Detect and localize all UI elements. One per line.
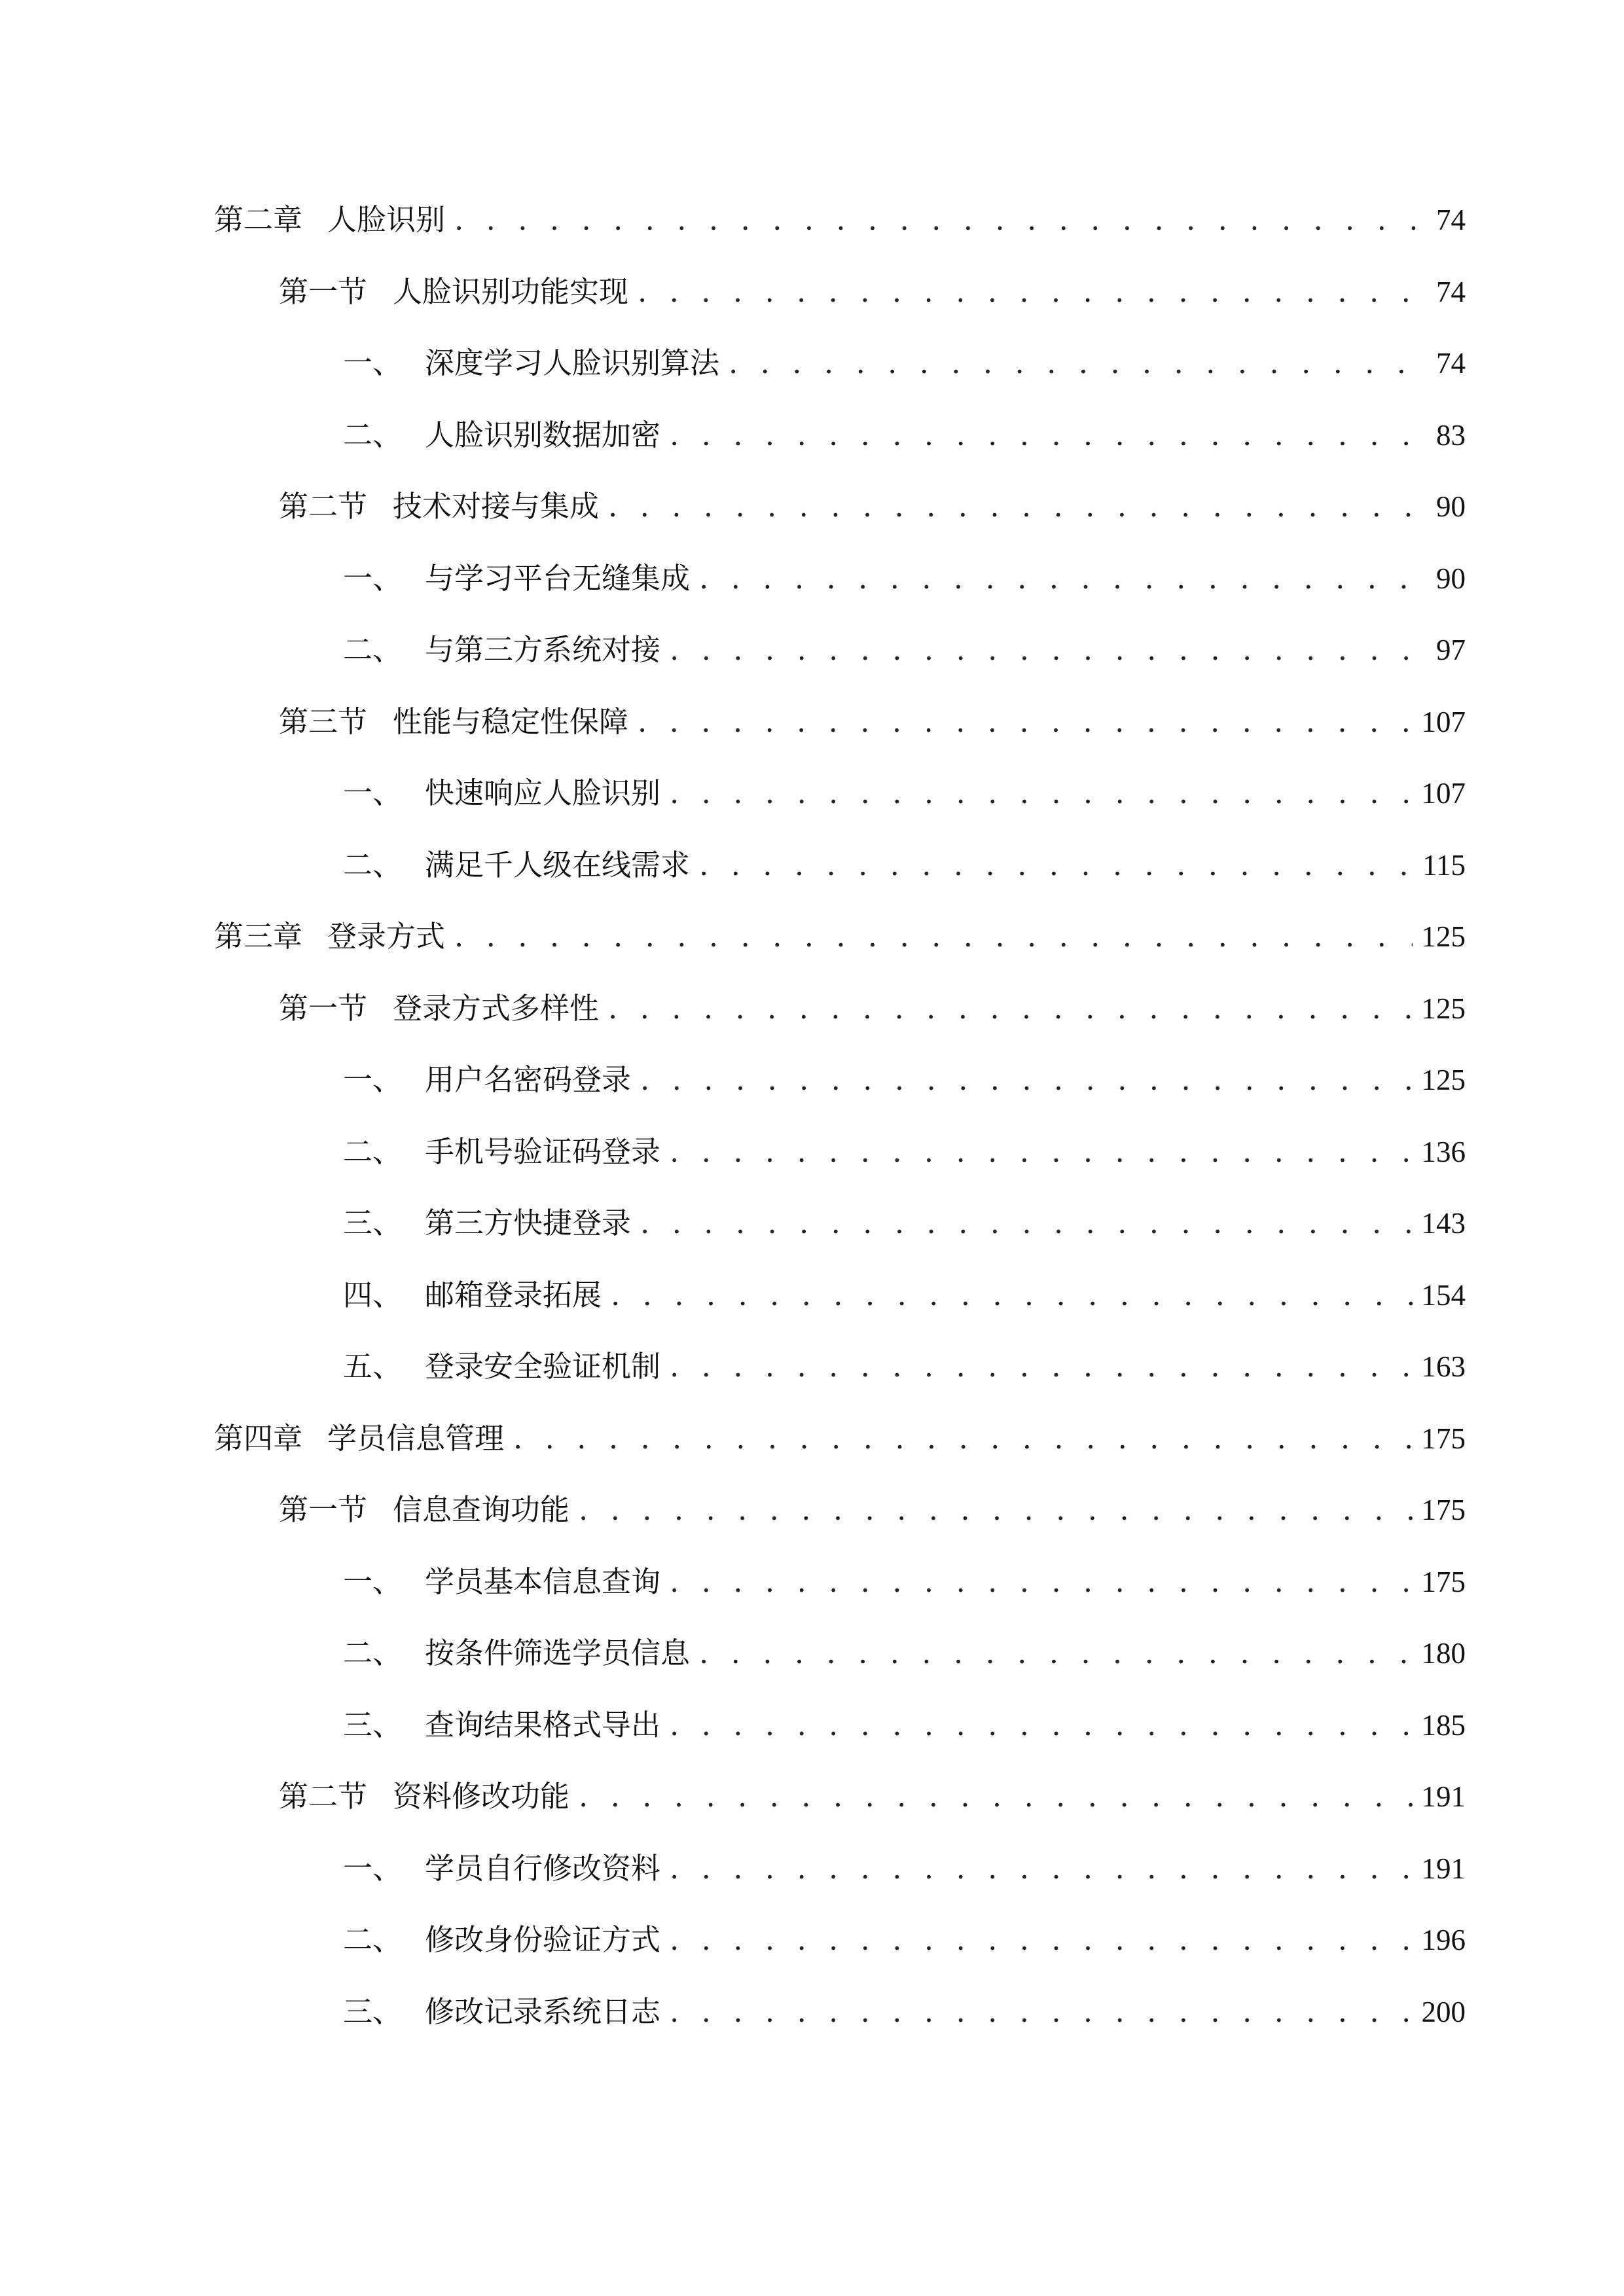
toc-entry[interactable] [343,767,1466,819]
toc-entry-title: 登录方式多样性 [393,991,600,1026]
dot-leader [640,1054,1412,1106]
toc-entry-marker: 一、 [343,561,403,596]
dot-leader [670,409,1427,461]
toc-entry-marker: 二、 [343,1636,403,1670]
toc-entry[interactable] [343,1986,1466,2038]
dot-leader [670,1556,1412,1608]
toc-entry[interactable] [343,1914,1466,1966]
dot-leader [579,1770,1412,1823]
toc-entry[interactable] [343,1269,1466,1321]
toc-entry[interactable] [343,337,1466,389]
toc-entry[interactable] [214,194,1466,246]
toc-entry-page-number: 83 [1436,419,1466,452]
toc-entry-title: 与第三方系统对接 [425,632,661,667]
toc-entry-page-number: 97 [1436,634,1466,666]
toc-entry-marker: 第三章 [214,919,303,954]
toc-entry-title: 邮箱登录拓展 [425,1278,602,1312]
dot-leader [670,1842,1412,1895]
toc-entry-marker: 二、 [343,418,403,452]
toc-entry-title: 登录方式 [327,919,446,954]
toc-entry[interactable] [279,1770,1466,1823]
toc-entry-title: 满足千人级在线需求 [425,848,691,882]
toc-entry-title: 登录安全验证机制 [425,1349,661,1384]
toc-entry-page-number: 200 [1421,1996,1466,2028]
toc-entry-marker: 一、 [343,1851,403,1886]
toc-entry-title: 按条件筛选学员信息 [425,1636,691,1670]
toc-entry-title: 学员信息管理 [327,1421,505,1456]
toc-entry-marker: 一、 [343,1564,403,1599]
dot-leader [611,1269,1412,1321]
toc-entry-page-number: 115 [1422,849,1466,882]
toc-entry-title: 学员自行修改资料 [425,1851,661,1886]
toc-entry-title: 查询结果格式导出 [425,1708,661,1742]
toc-entry-marker: 二、 [343,1922,403,1957]
toc-entry[interactable] [279,982,1466,1035]
toc-entry-marker: 一、 [343,776,403,810]
toc-entry-page-number: 125 [1421,920,1466,953]
toc-entry-page-number: 90 [1436,490,1466,523]
toc-entry-title: 人脸识别数据加密 [425,418,661,452]
toc-entry-marker: 二、 [343,848,403,882]
toc-entry-marker: 三、 [343,1708,403,1742]
toc-entry[interactable] [279,1484,1466,1536]
dot-leader [699,839,1413,891]
dot-leader [454,194,1427,246]
toc-entry-marker: 第四章 [214,1421,303,1456]
toc-entry[interactable] [214,1412,1466,1465]
toc-entry-marker: 第一节 [279,1492,368,1527]
toc-entry-page-number: 136 [1421,1136,1466,1168]
toc-entry-title: 学员基本信息查询 [425,1564,661,1599]
toc-entry-page-number: 125 [1421,1064,1466,1096]
toc-entry[interactable] [214,910,1466,963]
dot-leader [579,1484,1412,1536]
toc-entry-title: 人脸识别功能实现 [393,274,629,309]
toc-entry-page-number: 196 [1421,1924,1466,1956]
toc-entry-marker: 二、 [343,632,403,667]
toc-entry-marker: 第二节 [279,489,368,524]
toc-entry[interactable] [343,1126,1466,1178]
toc-entry-page-number: 125 [1421,992,1466,1025]
dot-leader [638,696,1412,748]
toc-entry[interactable] [343,1197,1466,1249]
dot-leader [670,1340,1412,1393]
toc-entry[interactable] [279,266,1466,318]
toc-entry-page-number: 180 [1421,1637,1466,1670]
toc-entry-marker: 三、 [343,1206,403,1240]
toc-entry-title: 修改记录系统日志 [425,1994,661,2029]
toc-entry-title: 深度学习人脸识别算法 [425,346,720,380]
toc-entry-title: 资料修改功能 [393,1779,570,1814]
toc-entry[interactable] [343,839,1466,891]
dot-leader [699,552,1427,605]
toc-entry-page-number: 154 [1421,1279,1466,1312]
toc-entry-page-number: 175 [1421,1494,1466,1526]
toc-entry[interactable] [343,1627,1466,1679]
toc-entry-page-number: 107 [1421,777,1466,810]
toc-entry-title: 用户名密码登录 [425,1062,632,1097]
toc-entry-title: 人脸识别 [327,202,446,237]
toc-entry-page-number: 191 [1421,1780,1466,1813]
toc-entry-marker: 第二章 [214,202,303,237]
toc-entry-marker: 五、 [343,1349,403,1384]
toc-entry-marker: 三、 [343,1994,403,2029]
dot-leader [670,624,1427,676]
toc-entry[interactable] [343,624,1466,676]
dot-leader [670,1914,1412,1966]
toc-entry-page-number: 90 [1436,562,1466,595]
dot-leader [608,480,1427,533]
toc-entry-page-number: 143 [1421,1207,1466,1240]
toc-entry-page-number: 74 [1436,204,1466,236]
toc-entry-title: 手机号验证码登录 [425,1134,661,1169]
dot-leader [608,982,1412,1035]
dot-leader [670,1986,1412,2038]
toc-entry-marker: 第三节 [279,704,368,739]
toc-entry-page-number: 74 [1436,347,1466,380]
dot-leader [670,767,1412,819]
toc-entry-title: 修改身份验证方式 [425,1922,661,1957]
toc-entry-marker: 第一节 [279,274,368,309]
toc-entry-title: 技术对接与集成 [393,489,600,524]
toc-entry-page-number: 107 [1421,706,1466,738]
toc-entry-page-number: 163 [1421,1350,1466,1383]
dot-leader [670,1126,1412,1178]
toc-entry-page-number: 185 [1421,1709,1466,1742]
toc-entry[interactable] [343,1556,1466,1608]
toc-entry-marker: 一、 [343,346,403,380]
toc-entry[interactable] [279,480,1466,533]
toc-entry-page-number: 175 [1421,1422,1466,1455]
dot-leader [729,337,1427,389]
toc-entry-marker: 二、 [343,1134,403,1169]
toc-entry[interactable] [343,1054,1466,1106]
dot-leader [638,266,1427,318]
toc-entry-title: 性能与稳定性保障 [393,704,629,739]
dot-leader [454,910,1412,963]
toc-entry[interactable] [279,696,1466,748]
toc-entry-marker: 四、 [343,1278,403,1312]
dot-leader [640,1197,1412,1249]
toc-entry-title: 与学习平台无缝集成 [425,561,691,596]
toc-entry-marker: 第一节 [279,991,368,1026]
dot-leader [699,1627,1412,1679]
toc-entry[interactable] [343,1842,1466,1895]
toc-entry[interactable] [343,552,1466,605]
toc-entry-page-number: 191 [1421,1852,1466,1885]
dot-leader [513,1412,1412,1465]
toc-entry[interactable] [343,1699,1466,1751]
toc-entry-marker: 第二节 [279,1779,368,1814]
toc-entry-marker: 一、 [343,1062,403,1097]
toc-entry[interactable] [343,409,1466,461]
toc-entry-title: 信息查询功能 [393,1492,570,1527]
dot-leader [670,1699,1412,1751]
toc-entry-title: 第三方快捷登录 [425,1206,632,1240]
toc-entry-page-number: 175 [1421,1566,1466,1598]
toc-entry-title: 快速响应人脸识别 [425,776,661,810]
toc-entry[interactable] [343,1340,1466,1393]
toc-entry-page-number: 74 [1436,276,1466,308]
